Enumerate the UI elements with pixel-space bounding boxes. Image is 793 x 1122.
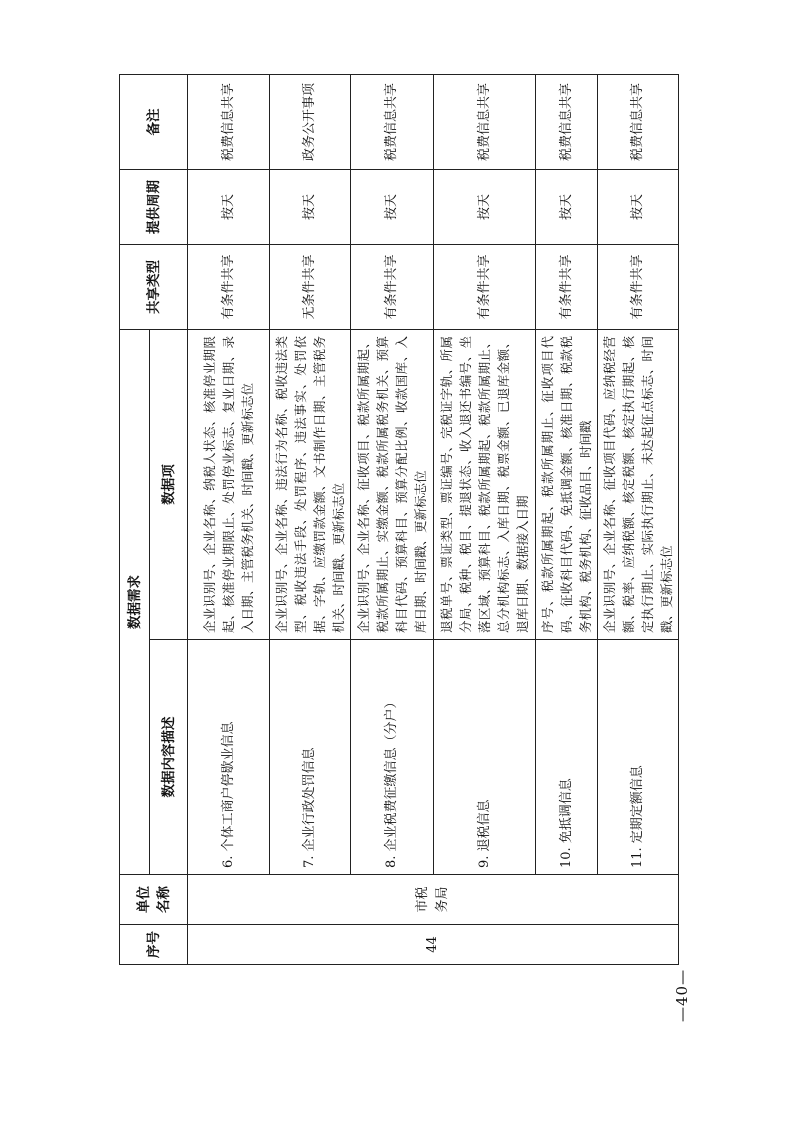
table-row [188,75,270,965]
header-period: 提供周期 [120,170,188,245]
remark-cell: 政务公开事项 [270,75,351,170]
items-cell: 企业识别号、企业名称、征收项目、税款所属期起、税款所属期止、实缴金额、税款所属税务机关、预算科目代码、预算科目、预算分配比例、收款国库、入库日期、时间戳、更新标志位 [351,330,434,640]
header-remark: 备注 [120,75,188,170]
remark-cell: 税费信息共享 [536,75,598,170]
share-type-cell: 有条件共享 [434,245,536,330]
period-cell: 按天 [351,170,434,245]
share-type-cell: 有条件共享 [598,245,679,330]
header-share-type: 共享类型 [120,245,188,330]
table-row [351,75,434,965]
header-items: 数据项 [150,330,188,640]
desc-cell: 9. 退税信息 [434,640,536,875]
share-type-cell: 有条件共享 [188,245,270,330]
header-seq: 序号 [120,925,188,965]
share-type-cell: 无条件共享 [270,245,351,330]
period-cell: 按天 [188,170,270,245]
desc-cell: 10. 免抵调信息 [536,640,598,875]
items-cell: 序号、税款所属期起、税款所属期止、征收项目代码、征收科目代码、免抵调金额、核准日期、税款税务机构、税务机构、征收品目、时间戳 [536,330,598,640]
desc-cell: 8. 企业税费征缴信息（分户） [351,640,434,875]
period-cell: 按天 [536,170,598,245]
desc-cell: 11. 定期定额信息 [598,640,679,875]
items-cell: 企业识别号、企业名称、纳税人状态、核准停业期限起、核准停业期限止、处罚停业标志、复业日期、录入日期、主管税务机关、时间戳、更新标志位 [188,330,270,640]
remark-cell: 税费信息共享 [434,75,536,170]
remark-cell: 税费信息共享 [598,75,679,170]
items-cell: 退税单号、票证类型、票证编号、完税证字轨、所属分局、税种、税目、提退状态、收入退还书编号、坐落区域、预算科目、税款所属期起、税款所属期止、总分机构标志、入库日期、税票金额、已退库金额、退库日期、数据接入日期 [434,330,536,640]
header-unit: 单位名称 [120,875,188,925]
page-number: —40— [673,968,691,1022]
rotated-table-container [119,75,674,965]
table-row [270,75,351,965]
remark-cell: 税费信息共享 [188,75,270,170]
header-data-requirement: 数据需求 [120,330,150,875]
remark-cell: 税费信息共享 [351,75,434,170]
period-cell: 按天 [270,170,351,245]
table-row [598,75,679,965]
share-type-cell: 有条件共享 [351,245,434,330]
desc-cell: 7. 企业行政处罚信息 [270,640,351,875]
data-requirements-table [119,74,679,965]
items-cell: 企业识别号、企业名称、违法行为名称、税收违法类型、税收违法手段、处罚程序、违法事实、处罚依据、字轨、应缴罚款金额、文书制作日期、主管税务机关、时间戳、更新标志位 [270,330,351,640]
period-cell: 按天 [434,170,536,245]
items-cell: 企业识别号、企业名称、征收项目代码、应纳税经营额、税率、应纳税额、核定税额、核定执行期起、核定执行期止、实际执行期止、未达起征点标志、时间戳、更新标志位 [598,330,679,640]
desc-cell: 6. 个体工商户停歇业信息 [188,640,270,875]
seq-cell: 44 [188,925,679,965]
period-cell: 按天 [598,170,679,245]
header-row-1 [120,75,150,965]
header-description: 数据内容描述 [150,640,188,875]
unit-cell: 市税务局 [188,875,679,925]
share-type-cell: 有条件共享 [536,245,598,330]
table-row [434,75,536,965]
table-row [536,75,598,965]
